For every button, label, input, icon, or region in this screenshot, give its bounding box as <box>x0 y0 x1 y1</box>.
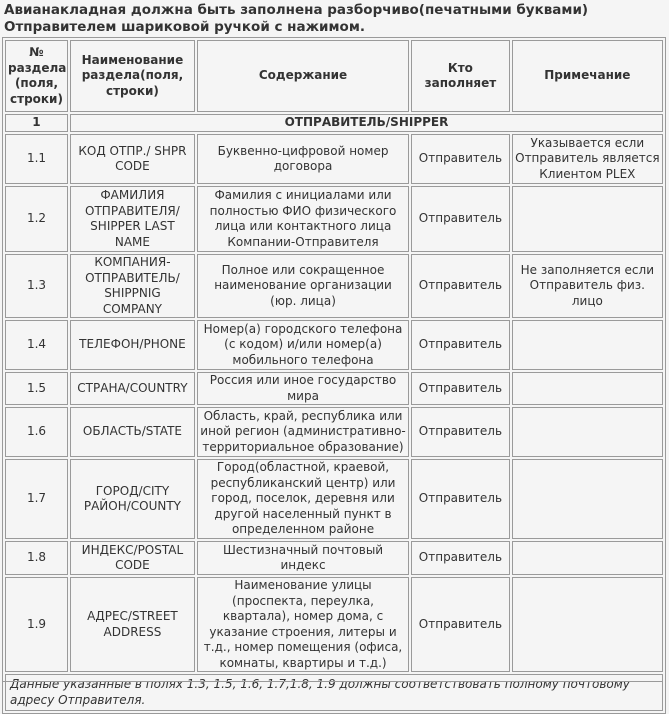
row-note <box>512 407 663 457</box>
row-content: Шестизначный почтовый индекс <box>197 541 409 575</box>
row-content: Россия или иное государство мира <box>197 372 409 405</box>
table-row <box>5 186 663 252</box>
row-name: КОД ОТПР./ SHPR CODE <box>70 134 195 184</box>
row-content: Наименование улицы (проспекта, переулка, квартала), номер дома, с указание строения, литеры и т.д., номер помещения (офиса, комнаты, квартиры и т.д.) <box>197 577 409 672</box>
row-name: ТЕЛЕФОН/PHONE <box>70 320 195 370</box>
row-name: СТРАНА/COUNTRY <box>70 372 195 405</box>
table-row <box>5 372 663 405</box>
section-row <box>5 114 663 132</box>
row-who-fills: Отправитель <box>411 134 510 184</box>
row-who-fills: Отправитель <box>411 577 510 672</box>
row-who-fills: Отправитель <box>411 254 510 318</box>
row-number: 1.6 <box>5 407 68 457</box>
row-content: Область, край, республика или иной регион (административно-территориальное образование) <box>197 407 409 457</box>
table-row <box>5 407 663 457</box>
row-who-fills: Отправитель <box>411 320 510 370</box>
table-bottom-edge <box>3 681 663 686</box>
heading-line-2: Отправителем шариковой ручкой с нажимом. <box>4 19 365 35</box>
row-content: Полное или сокращенное наименование организации (юр. лица) <box>197 254 409 318</box>
row-number: 1.9 <box>5 577 68 672</box>
column-header-note: Примечание <box>512 40 663 112</box>
row-note: Указывается если Отправитель является Клиентом PLEX <box>512 134 663 184</box>
column-header-content: Содержание <box>197 40 409 112</box>
row-name: ОБЛАСТЬ/STATE <box>70 407 195 457</box>
row-number: 1.2 <box>5 186 68 252</box>
row-number: 1.7 <box>5 459 68 539</box>
row-content: Номер(а) городского телефона (с кодом) и/или номер(а) мобильного телефона <box>197 320 409 370</box>
row-number: 1.3 <box>5 254 68 318</box>
table-row <box>5 254 663 318</box>
row-number: 1.5 <box>5 372 68 405</box>
row-who-fills: Отправитель <box>411 459 510 539</box>
page-heading <box>4 2 664 36</box>
column-header-number: № раздела (поля, строки) <box>5 40 68 112</box>
row-note <box>512 372 663 405</box>
row-who-fills: Отправитель <box>411 541 510 575</box>
column-header-name: Наименование раздела(поля, строки) <box>70 40 195 112</box>
footnote-text: Данные указанные в полях 1.3, 1.5, 1.6, 1.7,1.8, 1.9 должны соответствовать полному почтовому адресу Отправителя. <box>5 674 663 711</box>
waybill-fields-table <box>2 37 666 714</box>
table-row <box>5 320 663 370</box>
row-note: Не заполняется если Отправитель физ. лицо <box>512 254 663 318</box>
row-number: 1.1 <box>5 134 68 184</box>
row-name: АДРЕС/STREET ADDRESS <box>70 577 195 672</box>
row-who-fills: Отправитель <box>411 407 510 457</box>
row-note <box>512 577 663 672</box>
row-name: ГОРОД/CITY РАЙОН/COUNTY <box>70 459 195 539</box>
section-number: 1 <box>5 114 68 132</box>
row-note <box>512 320 663 370</box>
table-row <box>5 541 663 575</box>
table-row <box>5 577 663 672</box>
row-number: 1.8 <box>5 541 68 575</box>
row-note <box>512 459 663 539</box>
row-name: ИНДЕКС/POSTAL CODE <box>70 541 195 575</box>
column-header-who-fills: Кто заполняет <box>411 40 510 112</box>
heading-line-1: Авианакладная должна быть заполнена разборчиво(печатными буквами) <box>4 2 589 18</box>
row-number: 1.4 <box>5 320 68 370</box>
row-content: Город(областной, краевой, республиканский центр) или город, поселок, деревня или другой населенный пункт в определенном районе <box>197 459 409 539</box>
row-name: КОМПАНИЯ-ОТПРАВИТЕЛЬ/ SHIPPNIG COMPANY <box>70 254 195 318</box>
table-row <box>5 459 663 539</box>
row-content: Фамилия с инициалами или полностью ФИО физического лица или контактного лица Компании-Отправителя <box>197 186 409 252</box>
table-row <box>5 134 663 184</box>
row-who-fills: Отправитель <box>411 372 510 405</box>
row-who-fills: Отправитель <box>411 186 510 252</box>
table-header-row <box>5 40 663 112</box>
row-content: Буквенно-цифровой номер договора <box>197 134 409 184</box>
row-note <box>512 541 663 575</box>
section-title: ОТПРАВИТЕЛЬ/SHIPPER <box>70 114 663 132</box>
row-name: ФАМИЛИЯ ОТПРАВИТЕЛЯ/ SHIPPER LAST NAME <box>70 186 195 252</box>
row-note <box>512 186 663 252</box>
footnote-row <box>5 674 663 711</box>
